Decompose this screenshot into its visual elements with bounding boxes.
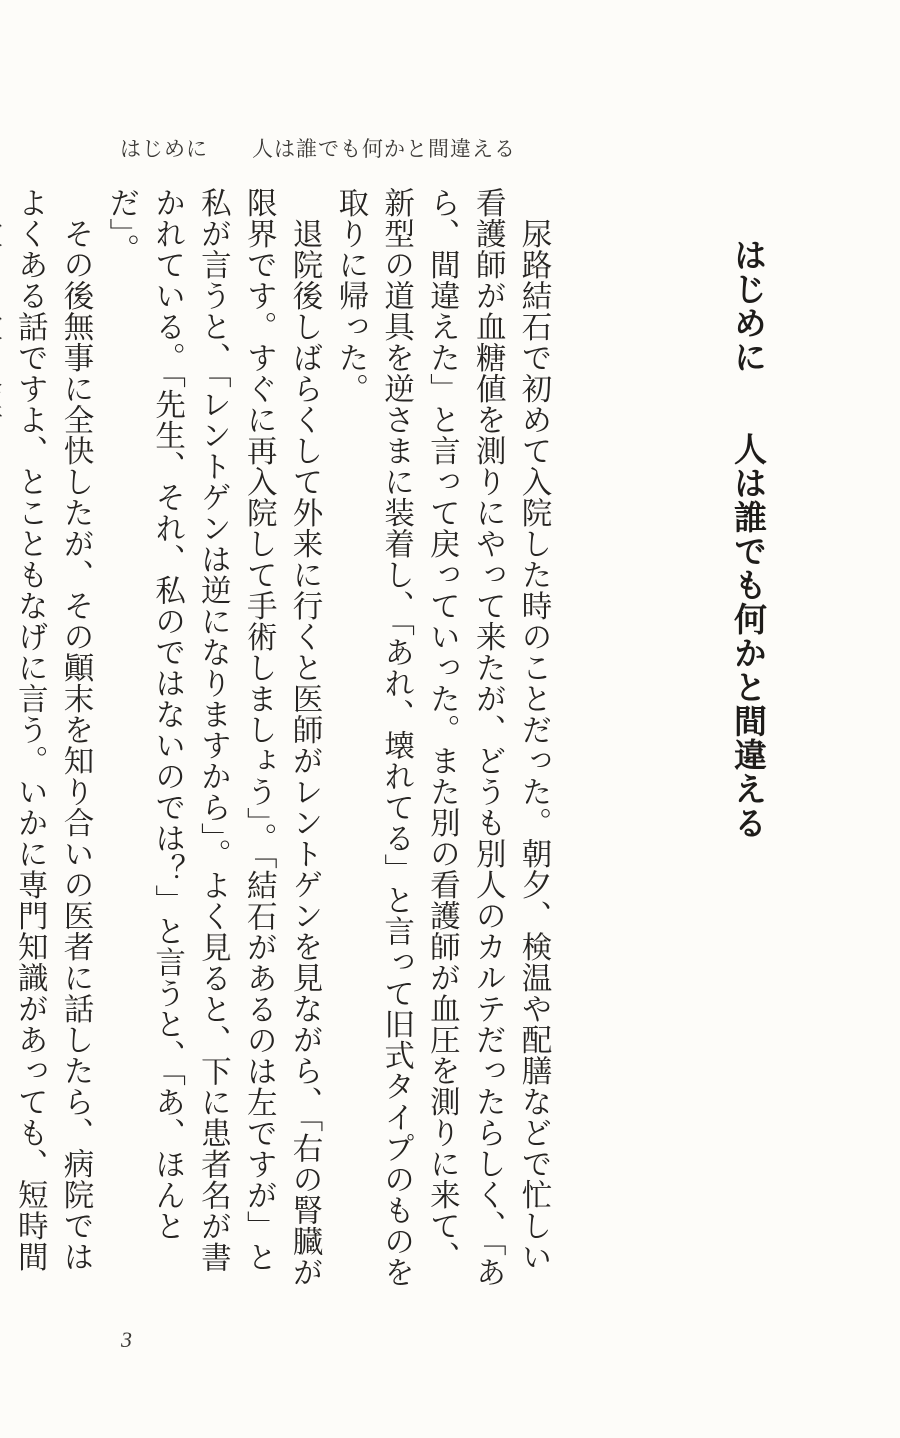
page-number: 3 — [121, 1327, 132, 1352]
paragraph-1: 尿路結石で初めて入院した時のことだった。朝夕、検温や配膳などで忙しい看護師が血糖値を測りにやって来たが、どうも別人のカルテだったらしく、「あら、間違えた」と言って戻っていった。また別の看護師が血圧を測りに来て、新型の道具を逆さまに装着し、「あれ、壊れてる」と言って旧式タイプのものを取りに帰った。 — [332, 187, 551, 1288]
chapter-heading — [712, 238, 772, 840]
paragraph-3: その後無事に全快したが、その顚末を知り合いの医者に話したら、病院ではよくある話ですよ、とこともなげに言う。いかに専門知識があっても、短時間 — [12, 187, 94, 1272]
chapter-label: はじめに — [729, 238, 768, 374]
chapter-title: 人は誰でも何かと間違える — [729, 432, 768, 840]
running-header — [120, 133, 516, 163]
body-text — [12, 187, 556, 1292]
running-header-section: はじめに — [120, 137, 208, 161]
running-header-title: 人は誰でも何かと間違える — [252, 137, 516, 161]
paragraph-2: 退院後しばらくして外来に行くと医師がレントゲンを見ながら、「右の腎臓が限界です。すぐに再入院して手術しましょう」。「結石があるのは左ですが」と私が言うと、「レントゲンは逆になりますから」。よく見ると、下に患者名が書かれている。「先生、それ、私のではないのでは？」と言うと、「あ、ほんとだ」。 — [103, 187, 323, 1288]
